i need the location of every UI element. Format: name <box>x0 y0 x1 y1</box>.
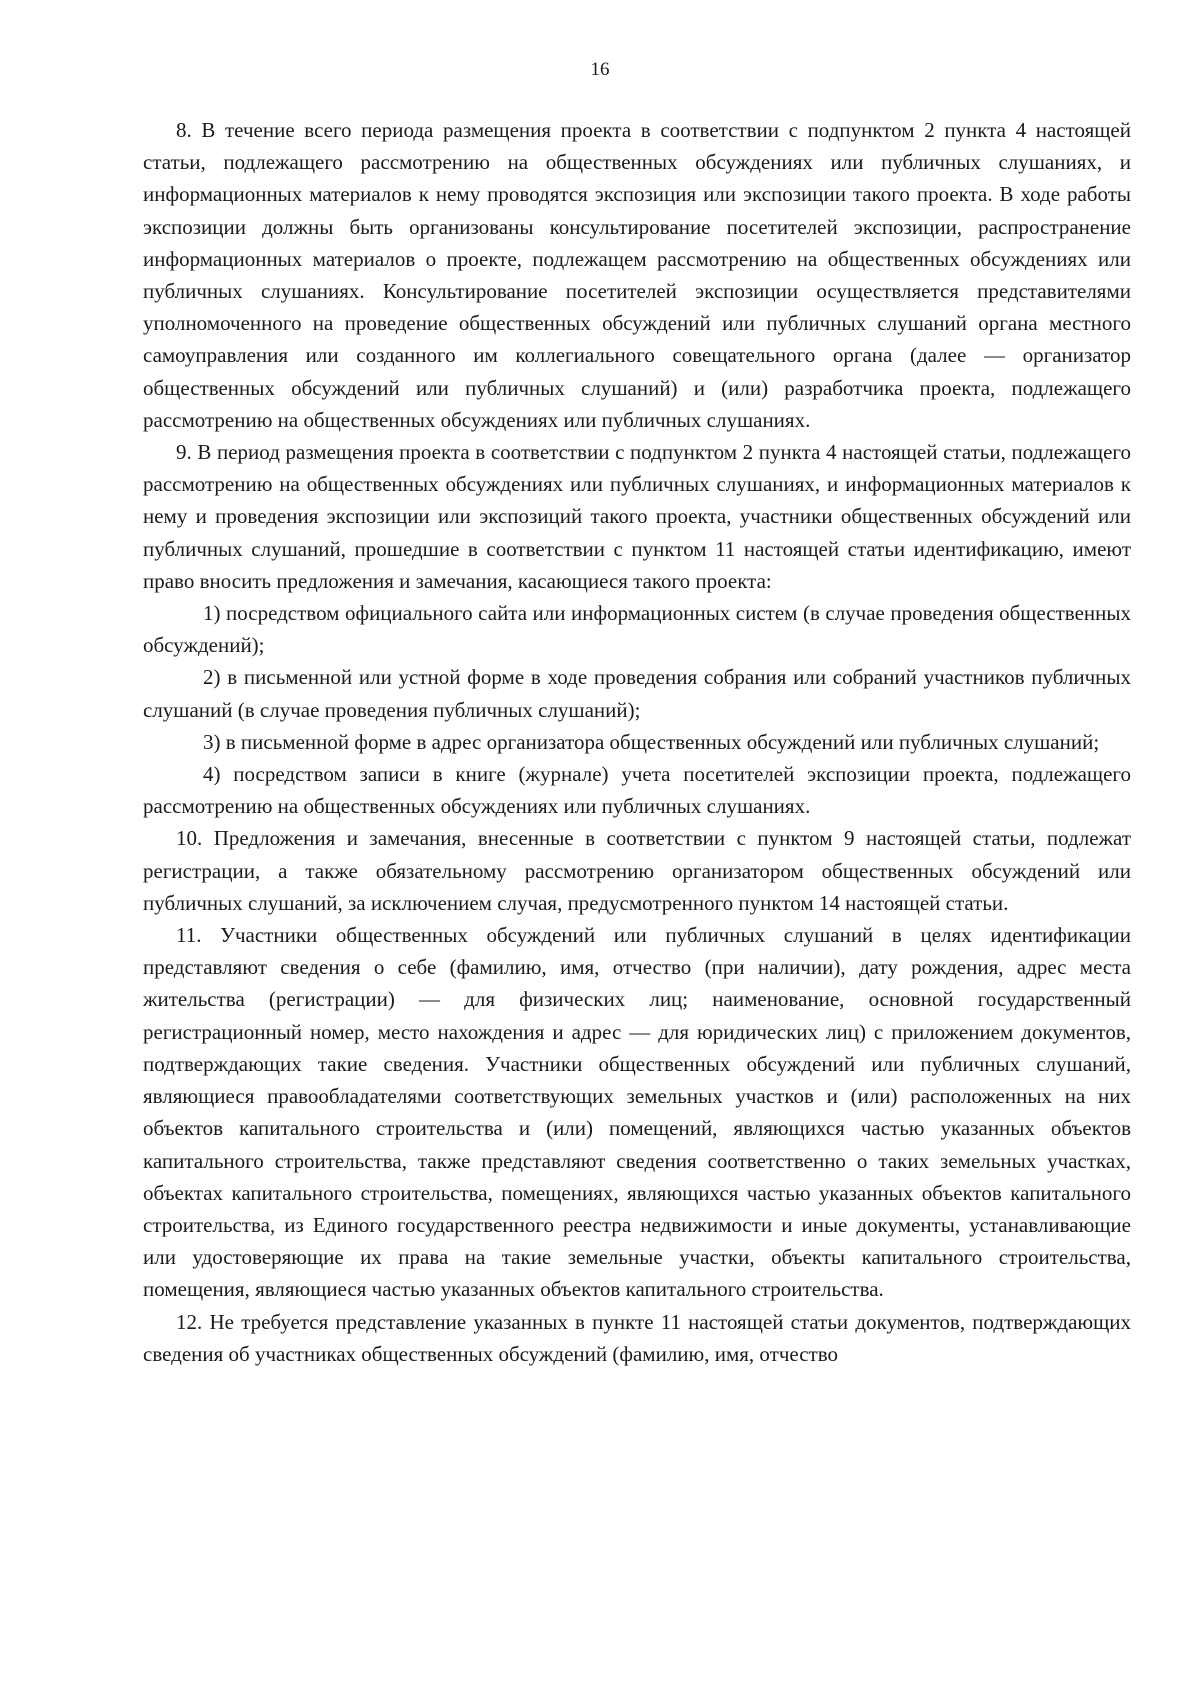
subparagraph-9-2: 2) в письменной или устной форме в ходе проведения собрания или собраний участников публичных слушаний (в случае проведения публичных слушаний); <box>143 665 1131 722</box>
document-body <box>143 114 1131 1370</box>
paragraph-9: 9. В период размещения проекта в соответствии с подпунктом 2 пункта 4 настоящей статьи, подлежащего рассмотрению на общественных обсуждениях или публичных слушаниях, и информационных материалов к нему и проведения экспозиции или экспозиций такого проекта, участники общественных обсуждений или публичных слушаний, прошедшие в соответствии с пунктом 11 настоящей статьи идентификацию, имеют право вносить предложения и замечания, касающиеся такого проекта: <box>143 440 1131 593</box>
paragraph-12: 12. Не требуется представление указанных в пункте 11 настоящей статьи документов, подтверждающих сведения об участниках общественных обсуждений (фамилию, имя, отчество <box>143 1309 1131 1366</box>
subparagraph-9-3: 3) в письменной форме в адрес организатора общественных обсуждений или публичных слушаний; <box>203 729 1100 754</box>
page-number: 16 <box>590 59 610 80</box>
paragraph-8: 8. В течение всего периода размещения проекта в соответствии с подпунктом 2 пункта 4 настоящей статьи, подлежащего рассмотрению на общественных обсуждениях или публичных слушаниях, и информационных материалов к нему проводятся экспозиция или экспозиции такого проекта. В ходе работы экспозиции должны быть организованы консультирование посетителей экспозиции, распространение информационных материалов о проекте, подлежащем рассмотрению на общественных обсуждениях или публичных слушаниях. Консультирование посетителей экспозиции осуществляется представителями уполномоченного на проведение общественных обсуждений или публичных слушаний органа местного самоуправления или созданного им коллегиального совещательного органа (далее — организатор общественных обсуждений или публичных слушаний) и (или) разработчика проекта, подлежащего рассмотрению на общественных обсуждениях или публичных слушаниях. <box>143 118 1131 432</box>
subparagraph-9-4: 4) посредством записи в книге (журнале) учета посетителей экспозиции проекта, подлежащего рассмотрению на общественных обсуждениях или публичных слушаниях. <box>143 762 1131 819</box>
subparagraph-9-1: 1) посредством официального сайта или информационных систем (в случае проведения общественных обсуждений); <box>143 601 1131 658</box>
paragraph-10: 10. Предложения и замечания, внесенные в соответствии с пунктом 9 настоящей статьи, подлежат регистрации, а также обязательному рассмотрению организатором общественных обсуждений или публичных слушаний, за исключением случая, предусмотренного пунктом 14 настоящей статьи. <box>143 826 1131 915</box>
paragraph-11: 11. Участники общественных обсуждений или публичных слушаний в целях идентификации представляют сведения о себе (фамилию, имя, отчество (при наличии), дату рождения, адрес места жительства (регистрации) — для физических лиц; наименование, основной государственный регистрационный номер, место нахождения и адрес — для юридических лиц) с приложением документов, подтверждающих такие сведения. Участники общественных обсуждений или публичных слушаний, являющиеся правообладателями соответствующих земельных участков и (или) расположенных на них объектов капитального строительства и (или) помещений, являющихся частью указанных объектов капитального строительства, также представляют сведения соответственно о таких земельных участках, объектах капитального строительства, помещениях, являющихся частью указанных объектов капитального строительства, из Единого государственного реестра недвижимости и иные документы, устанавливающие или удостоверяющие их права на такие земельные участки, объекты капитального строительства, помещения, являющиеся частью указанных объектов капитального строительства. <box>143 923 1131 1302</box>
